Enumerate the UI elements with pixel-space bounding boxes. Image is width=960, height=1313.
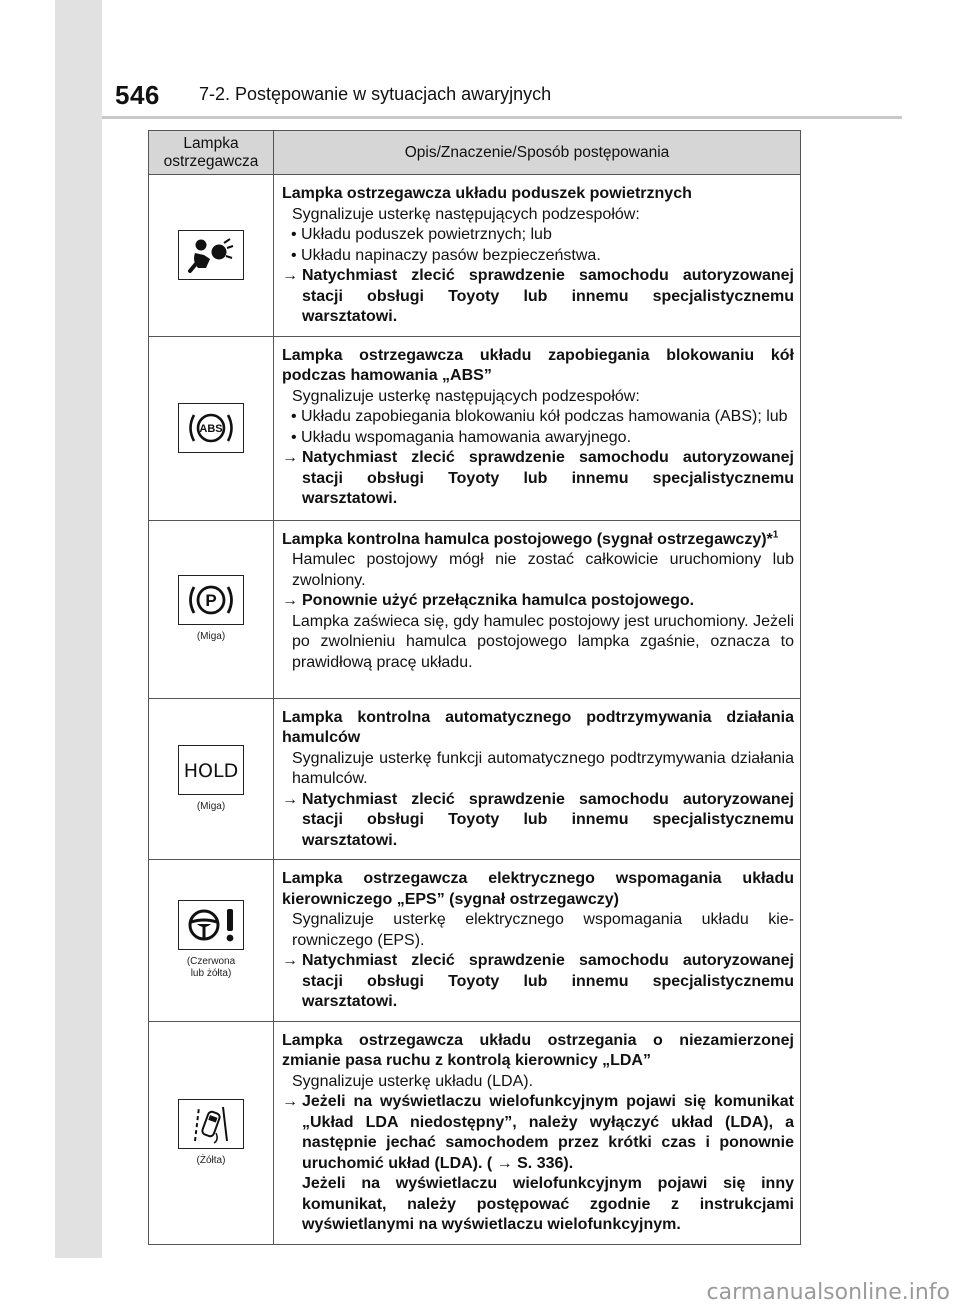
arrow-right-icon: → xyxy=(282,592,298,609)
parking-brake-icon xyxy=(178,575,244,625)
row-action xyxy=(282,1092,794,1174)
warning-lights-table xyxy=(148,130,801,1245)
row-title: Lampka kontrolna automatycznego podtrzymywania działania hamulców xyxy=(282,708,794,746)
row-text: Sygnalizuje usterkę elektrycznego wspomagania układu kierowniczego (EPS). xyxy=(292,911,794,949)
row-action-extra: Jeżeli na wyświetlaczu wielofunkcyjnym pojawi się inny komunikat, należy postępować zgodnie z instrukcjami wyświetlanymi na wyświetlaczu wielofunkcyjnym. xyxy=(302,1175,794,1233)
row-title xyxy=(282,530,794,551)
table-row xyxy=(149,175,801,337)
page-reference: S. 336). xyxy=(517,1154,574,1172)
row-action xyxy=(282,790,794,852)
row-title: Lampka ostrzegawcza układu ostrzegania o niezamierzonej zmianie pasa ruchu z kontrolą kierownicy „LDA” xyxy=(282,1031,794,1069)
row-action xyxy=(282,266,794,328)
row-bullet: • Układu napinaczy pasów bezpieczeństwa. xyxy=(291,246,601,264)
hold-indicator-icon xyxy=(178,745,244,795)
chapter-title: 7-2. Postępowanie w sytuacjach awaryjnych xyxy=(199,84,552,104)
icon-note: (Żółta) xyxy=(196,1154,226,1166)
abs-warning-icon xyxy=(178,403,244,453)
column-header-icon: Lampka ostrzegawcza xyxy=(149,131,274,175)
row-title: Lampka ostrzegawcza elektrycznego wspomagania układu kierowniczego „EPS” (sygnał ostrzegawczy) xyxy=(282,870,794,908)
page-number: 546 xyxy=(115,80,160,110)
row-bullet: • Układu poduszek powietrznych; lub xyxy=(291,226,552,243)
row-action-text: Natychmiast zlecić sprawdzenie samochodu autoryzowanej stacji obsługi Toyoty lub innemu specjalistycznemu warsztatowi. xyxy=(302,952,794,1010)
icon-note-line: (Czerwona xyxy=(186,956,236,968)
row-text: Hamulec postojowy mógł nie zostać całkowicie uruchomiony lub zwolniony. xyxy=(292,551,794,589)
svg-text:ABS: ABS xyxy=(199,423,223,435)
airbag-warning-icon xyxy=(178,230,244,280)
footnote-marker: 1 xyxy=(772,529,779,541)
row-title: Lampka ostrzegawcza układu poduszek powietrznych xyxy=(282,185,692,202)
table-row xyxy=(149,336,801,520)
row-action-text: Ponownie użyć przełącznika hamulca postojowego. xyxy=(302,592,695,609)
icon-cell xyxy=(149,860,274,1022)
column-header-description: Opis/Znaczenie/Sposób postępowania xyxy=(274,131,801,175)
arrow-right-icon: → xyxy=(282,952,298,969)
row-action xyxy=(282,448,794,510)
row-action-text: Jeżeli na wyświetlaczu wielofunkcyjnym pojawi się komunikat „Układ LDA niedostępny”, należy wyłączyć układ (LDA), a następnie jechać samochodem przez krótki czas i ponownie uruchomić układ (LDA). ( xyxy=(302,1093,794,1172)
watermark: carmanualsonline.info xyxy=(706,1280,950,1305)
icon-note: (Miga) xyxy=(196,631,226,642)
row-text: Sygnalizuje usterkę układu (LDA). xyxy=(292,1072,534,1090)
row-bullet: • Układu zapobiegania blokowaniu kół podczas hamowania (ABS); lub xyxy=(291,408,788,425)
row-action-text: Natychmiast zlecić sprawdzenie samochodu autoryzowanej stacji obsługi Toyoty lub innemu specjalistycznemu warsztatowi. xyxy=(302,449,794,507)
row-text: Sygnalizuje usterkę następujących podzespołów: xyxy=(292,387,640,405)
description-cell xyxy=(274,175,801,337)
row-action-text: Natychmiast zlecić sprawdzenie samochodu autoryzowanej stacji obsługi Toyoty lub innemu specjalistycznemu warsztatowi. xyxy=(302,267,794,325)
description-cell xyxy=(274,336,801,520)
icon-cell xyxy=(149,336,274,520)
header-rule xyxy=(102,116,902,119)
icon-note xyxy=(149,956,273,980)
icon-cell xyxy=(149,698,274,860)
arrow-right-icon: → xyxy=(282,1093,298,1110)
row-text: Sygnalizuje usterkę funkcji automatycznego podtrzymywania działania hamulców. xyxy=(292,749,794,787)
icon-cell xyxy=(149,520,274,698)
side-thumb-strip xyxy=(55,0,102,1258)
row-title-text: Lampka kontrolna hamulca postojowego (sygnał ostrzegawczy)* xyxy=(282,530,773,548)
eps-warning-icon xyxy=(178,900,244,950)
arrow-right-icon: → xyxy=(282,790,298,808)
table-row xyxy=(149,520,801,698)
svg-text:P: P xyxy=(205,591,217,610)
hold-icon-text: HOLD xyxy=(183,759,239,782)
icon-cell xyxy=(149,1021,274,1244)
row-text: Sygnalizuje usterkę następujących podzespołów: xyxy=(292,205,640,223)
table-header-row xyxy=(149,131,801,175)
arrow-right-icon: → xyxy=(492,1154,518,1172)
row-title: Lampka ostrzegawcza układu zapobiegania blokowaniu kół podczas hamowania „ABS” xyxy=(282,346,794,384)
page-header xyxy=(115,80,905,114)
description-cell xyxy=(274,860,801,1022)
table-row xyxy=(149,698,801,860)
description-cell xyxy=(274,1021,801,1244)
description-cell xyxy=(274,520,801,698)
arrow-right-icon: → xyxy=(282,449,298,466)
row-bullet: • Układu wspomagania hamowania awaryjnego. xyxy=(291,428,632,446)
row-text: Lampka zaświeca się, gdy hamulec postojowy jest uruchomiony. Jeżeli po zwolnieniu hamulca postojowego lampka zgaśnie, oznacza to prawidłową pracę układu. xyxy=(292,612,794,671)
table-row xyxy=(149,1021,801,1244)
icon-note: (Miga) xyxy=(196,800,226,812)
description-cell xyxy=(274,698,801,860)
table-row xyxy=(149,860,801,1022)
arrow-right-icon: → xyxy=(282,267,298,284)
icon-cell xyxy=(149,175,274,337)
row-action xyxy=(282,951,794,1013)
lda-warning-icon xyxy=(178,1099,244,1149)
row-action xyxy=(282,591,794,612)
icon-note-line: lub żółta) xyxy=(190,968,232,980)
row-action-text: Natychmiast zlecić sprawdzenie samochodu autoryzowanej stacji obsługi Toyoty lub innemu specjalistycznemu warsztatowi. xyxy=(302,790,794,849)
